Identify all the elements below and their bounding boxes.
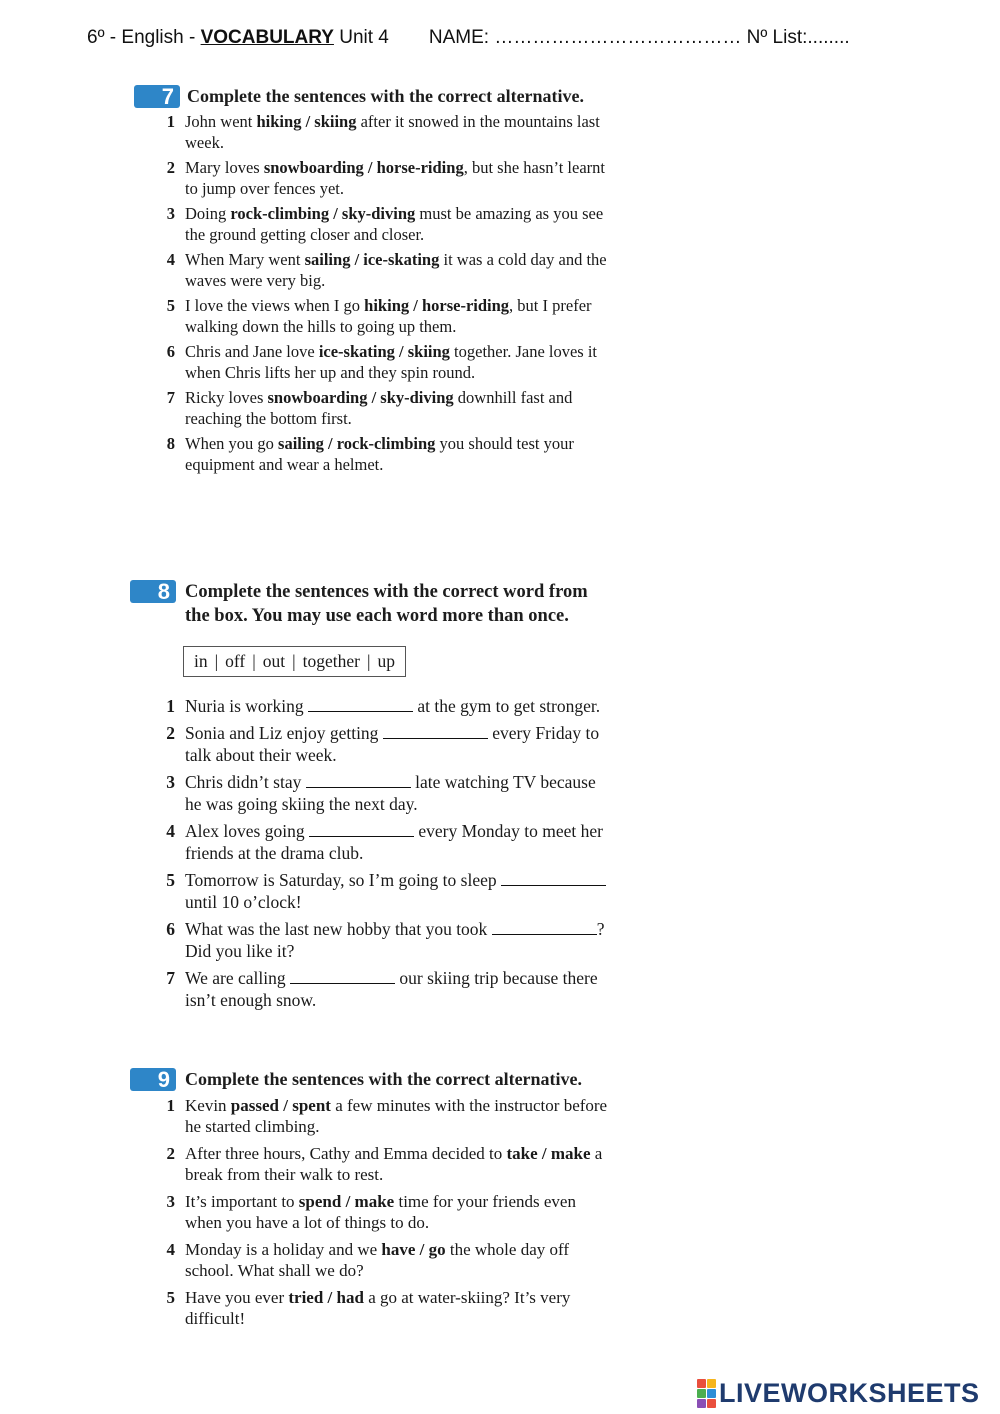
alternative-choice[interactable]: spend / make: [298, 1192, 395, 1211]
exercise-number-badge: 9: [130, 1068, 176, 1091]
liveworksheets-logo: [697, 1378, 980, 1409]
exercise-number-badge: 7: [134, 85, 180, 108]
exercise-7: [130, 85, 610, 480]
answer-blank[interactable]: [492, 920, 597, 935]
alternative-choice[interactable]: tried / had: [288, 1288, 364, 1307]
logo-mark-icon: [697, 1379, 716, 1408]
exercise-9-list: [130, 1095, 610, 1329]
word-box: in | off | out | together | up: [183, 646, 406, 677]
unit-label: Unit 4: [333, 27, 389, 48]
alternative-choice[interactable]: snowboarding / horse-riding: [263, 158, 464, 177]
course-label: 6º - English -: [87, 27, 201, 48]
answer-blank[interactable]: [306, 773, 411, 788]
name-field[interactable]: NAME: ………………………………… Nº List:........: [428, 27, 850, 48]
logo-text: LIVEWORKSHEETS: [719, 1378, 980, 1408]
list-item: 6 Chris and Jane love ice-skating / skiing together. Jane loves it when Chris lifts her up and they spin round.: [166, 342, 598, 382]
list-item: 7 Ricky loves snowboarding / sky-diving downhill fast and reaching the bottom first.: [166, 388, 573, 428]
answer-blank[interactable]: [383, 724, 488, 739]
answer-blank[interactable]: [290, 969, 395, 984]
list-item: 4 Alex loves going every Monday to meet her friends at the drama club.: [166, 821, 603, 863]
list-item: 3 Doing rock-climbing / sky-diving must be amazing as you see the ground getting closer and closer.: [166, 204, 604, 244]
list-item: 1 Kevin passed / spent a few minutes with the instructor before he started climbing.: [166, 1096, 608, 1136]
alternative-choice[interactable]: ice-skating / skiing: [318, 342, 450, 361]
list-item: 8 When you go sailing / rock-climbing you should test your equipment and wear a helmet.: [166, 434, 574, 474]
word-option: together: [302, 651, 360, 671]
list-item: 5 Have you ever tried / had a go at water-skiing? It’s very difficult!: [166, 1288, 571, 1328]
list-item: 4 When Mary went sailing / ice-skating it was a cold day and the waves were very big.: [166, 250, 607, 290]
list-item: 6 What was the last new hobby that you took ? Did you like it?: [166, 919, 605, 961]
exercise-instruction: Complete the sentences with the correct alternative.: [187, 86, 585, 106]
list-item: 1 John went hiking / skiing after it snowed in the mountains last week.: [166, 112, 600, 152]
exercise-number-badge: 8: [130, 580, 176, 603]
word-option: up: [377, 651, 395, 671]
exercise-instruction: Complete the sentences with the correct word from the box. You may use each word more than once.: [185, 582, 588, 626]
list-item: 2 Sonia and Liz enjoy getting every Friday to talk about their week.: [166, 723, 600, 765]
word-option: in: [194, 651, 208, 671]
answer-blank[interactable]: [308, 697, 413, 712]
exercise-7-list: [130, 112, 610, 475]
alternative-choice[interactable]: hiking / skiing: [256, 112, 357, 131]
list-item: 5 Tomorrow is Saturday, so I’m going to sleep until 10 o’clock!: [130, 869, 610, 913]
alternative-choice[interactable]: rock-climbing / sky-diving: [230, 204, 416, 223]
exercise-instruction: Complete the sentences with the correct alternative.: [185, 1069, 583, 1089]
word-option: out: [262, 651, 286, 671]
list-item: 2 Mary loves snowboarding / horse-riding, but she hasn’t learnt to jump over fences yet.: [166, 158, 605, 198]
list-item: 4 Monday is a holiday and we have / go the whole day off school. What shall we do?: [166, 1240, 570, 1280]
exercise-8: [130, 580, 610, 1016]
exercise-9: [130, 1068, 610, 1335]
list-item: 3 Chris didn’t stay late watching TV because he was going skiing the next day.: [166, 772, 596, 814]
exercise-8-list: [130, 695, 610, 1011]
worksheet-header: [87, 27, 850, 49]
vocabulary-label: VOCABULARY: [200, 27, 334, 48]
alternative-choice[interactable]: sailing / ice-skating: [304, 250, 440, 269]
list-item: 1 Nuria is working at the gym to get stronger.: [166, 696, 601, 716]
list-item: 7 We are calling our skiing trip because there isn’t enough snow.: [166, 968, 598, 1010]
list-item: 5 I love the views when I go hiking / horse-riding, but I prefer walking down the hills to going up them.: [166, 296, 592, 336]
alternative-choice[interactable]: hiking / horse-riding: [364, 296, 510, 315]
list-item: 3 It’s important to spend / make time for your friends even when you have a lot of things to do.: [166, 1192, 576, 1232]
answer-blank[interactable]: [501, 871, 606, 886]
alternative-choice[interactable]: snowboarding / sky-diving: [267, 388, 454, 407]
list-item: 2 After three hours, Cathy and Emma decided to take / make a break from their walk to rest.: [166, 1144, 603, 1184]
answer-blank[interactable]: [309, 822, 414, 837]
alternative-choice[interactable]: passed / spent: [230, 1096, 331, 1115]
word-option: off: [225, 651, 246, 671]
alternative-choice[interactable]: take / make: [506, 1144, 591, 1163]
alternative-choice[interactable]: have / go: [381, 1240, 446, 1259]
alternative-choice[interactable]: sailing / rock-climbing: [278, 434, 436, 453]
